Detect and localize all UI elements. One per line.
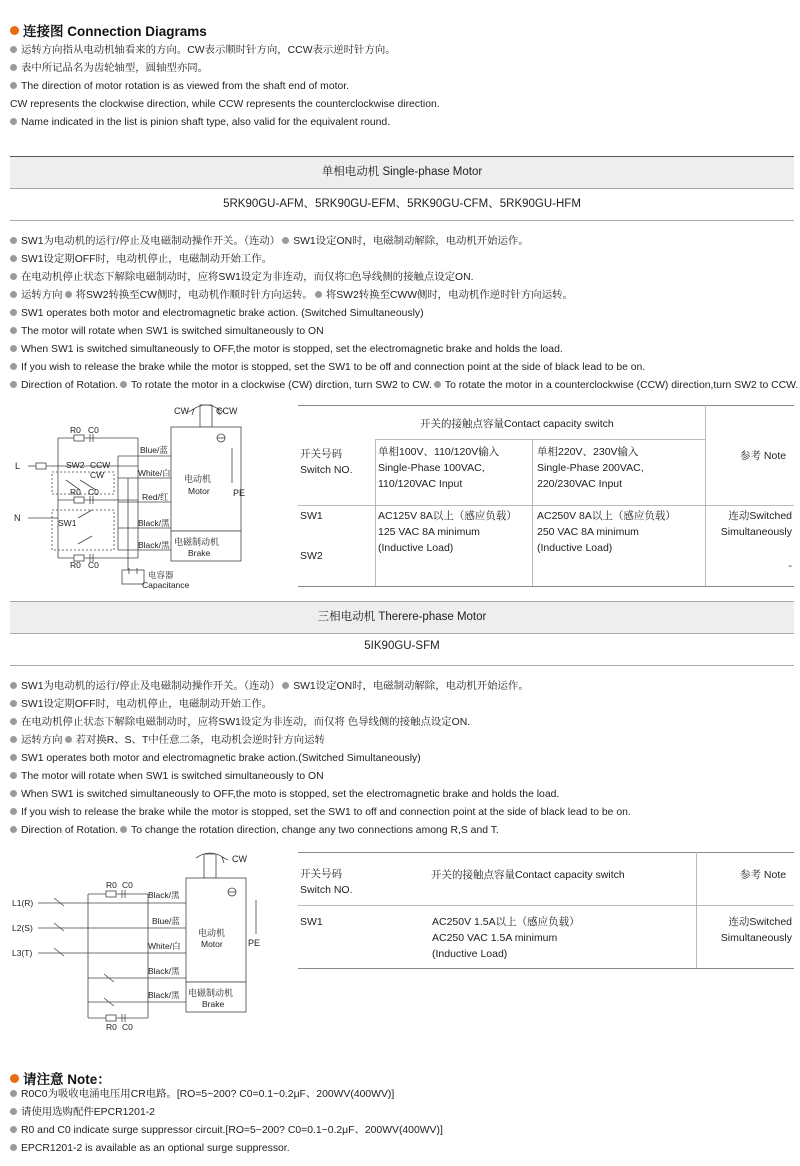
note-line: SW1为电动机的运行/停止及电磁制动操作开关。（连动） SW1设定ON时，电磁制动解除，电动机开始运作。: [10, 678, 794, 696]
note-line: The motor will rotate when SW1 is switched simultaneously to ON: [10, 768, 794, 786]
red-lead-label: Red/红: [142, 492, 169, 502]
note-title: 请注意 Note：: [10, 1068, 111, 1088]
switch-no-header: 开关号码 Switch NO.: [300, 448, 353, 476]
bullet-icon: [10, 700, 17, 707]
c0-label: C0: [88, 560, 99, 570]
n-terminal-label: N: [14, 513, 21, 523]
bullet-icon: [10, 64, 17, 71]
capacity-subheader-100v: 单相100V、110/120V输入 Single-Phase 100VAC, 110/120VAC Input: [378, 446, 500, 490]
intro-line: CW represents the clockwise direction, while CCW represents the counterclockwise direction.: [10, 99, 440, 110]
bullet-icon: [10, 327, 17, 334]
bullet-icon: [65, 736, 72, 743]
note-line: 在电动机停止状态下解除电磁制动时，应将SW1设定为非连动，而仅将□色导线侧的接触点设定ON.: [10, 269, 794, 287]
note-line: SW1 operates both motor and electromagnetic brake action.(Switched Simultaneously): [10, 750, 794, 768]
bullet-icon: [282, 682, 289, 689]
footer-line: R0 and C0 indicate surge suppressor circuit.[RO=5~200? C0=0.1~0.2μF、200WV(400WV)]: [10, 1122, 794, 1140]
note-line: Direction of Rotation. To rotate the motor in a clockwise (CW) dirction, turn SW2 to CW. To rotate the motor in a counterclockwise (CCW) direction,turn SW2 to CCW.: [10, 377, 794, 395]
intro-line: Name indicated in the list is pinion shaft type, also valid for the equivalent round.: [10, 114, 794, 132]
note-line: 运转方向 将SW2转换至CW侧时，电动机作顺时针方向运转。 将SW2转换至CWW侧时，电动机作逆时针方向运转。: [10, 287, 794, 305]
bullet-icon: [315, 291, 322, 298]
bullet-icon: [10, 772, 17, 779]
orange-bullet-icon: [10, 26, 19, 35]
bullet-icon: [10, 46, 17, 53]
note-line: When SW1 is switched simultaneously to OFF,the motor is stopped, set the electromagnetic brake and holds the load.: [10, 341, 794, 359]
motor-label-en: Motor: [188, 486, 210, 496]
note-header: 参考 Note: [740, 450, 787, 462]
bullet-icon: [120, 381, 127, 388]
capacity-header: 开关的接触点容量Contact capacity switch: [431, 869, 625, 881]
bullet-icon: [10, 736, 17, 743]
table-border: [298, 968, 794, 969]
divider: [10, 633, 794, 634]
black-lead-label: Black/黑: [138, 540, 170, 550]
note-line: SW1设定期OFF时，电动机停止，电磁制动开始工作。: [10, 696, 794, 714]
bullet-icon: [10, 118, 17, 125]
capacity-subheader-200v: 单相220V、230V输入 Single-Phase 200VAC, 220/230VAC Input: [537, 446, 644, 490]
footer-line: EPCR1201-2 is available as an optional surge suppressor.: [10, 1140, 794, 1158]
bullet-icon: [434, 381, 441, 388]
brake-label-en: Brake: [202, 999, 225, 1009]
bullet-icon: [10, 1126, 17, 1133]
note-line: If you wish to release the brake while the motor is stopped, set the SW1 to off and connection point at the side of black lead to be on.: [10, 804, 794, 822]
three-phase-models: 5IK90GU-SFM: [364, 640, 440, 652]
bullet-icon: [10, 1108, 17, 1115]
cw-switch-label: CW: [90, 470, 105, 480]
intro-line: 表中所记品名为齿轮轴型，圆轴型亦同。: [10, 60, 794, 78]
orange-bullet-icon: [10, 1074, 19, 1083]
single-phase-models: 5RK90GU-AFM、5RK90GU-EFM、5RK90GU-CFM、5RK90GU-HFM: [223, 198, 581, 210]
c0-label: C0: [122, 880, 133, 890]
note-line: The motor will rotate when SW1 is switched simultaneously to ON: [10, 323, 794, 341]
black-lead-label: Black/黑: [148, 890, 180, 900]
bullet-icon: [10, 718, 17, 725]
black-lead-label: Black/黑: [148, 966, 180, 976]
cw-label: CW: [232, 854, 247, 864]
white-lead-label: White/白: [138, 468, 171, 478]
single-phase-title: 单相电动机 Single-phase Motor: [10, 157, 794, 188]
bullet-icon: [10, 345, 17, 352]
black-lead-label: Black/黑: [138, 518, 170, 528]
table-border: [532, 439, 533, 586]
brake-label-en: Brake: [188, 548, 211, 558]
pe-label: PE: [233, 488, 246, 498]
cw-label: CW: [174, 406, 189, 416]
note-header: 参考 Note: [740, 869, 787, 881]
c0-label: C0: [122, 1022, 133, 1032]
blue-lead-label: Blue/蓝: [152, 916, 180, 926]
note-value-sw1: 连动Switched Simultaneously: [720, 916, 792, 944]
l-terminal-label: L: [15, 461, 21, 471]
brake-label-cn: 电磁制动机: [174, 537, 220, 547]
white-lead-label: White/白: [148, 941, 181, 951]
table-border: [298, 405, 794, 406]
bullet-icon: [10, 790, 17, 797]
r0-label: R0: [106, 1022, 117, 1032]
bullet-icon: [10, 255, 17, 262]
switch-no-header: 开关号码 Switch NO.: [300, 868, 353, 896]
single-phase-wiring-diagram: [8, 398, 298, 596]
brake-label-cn: 电磁制动机: [188, 988, 234, 998]
intro-line: The direction of motor rotation is as viewed from the shaft end of motor.: [10, 78, 794, 96]
motor-label-en: Motor: [201, 939, 223, 949]
note-line: SW1 operates both motor and electromagnetic brake action. (Switched Simultaneously): [10, 305, 794, 323]
bullet-icon: [10, 291, 17, 298]
table-border: [375, 439, 376, 586]
note-line: When SW1 is switched simultaneously to OFF,the moto is stopped, set the electromagnetic brake and holds the load.: [10, 786, 794, 804]
bullet-icon: [10, 1144, 17, 1151]
l2-terminal-label: L2(S): [12, 923, 33, 933]
bullet-icon: [10, 826, 17, 833]
bullet-icon: [120, 826, 127, 833]
bullet-icon: [282, 237, 289, 244]
note-line: SW1为电动机的运行/停止及电磁制动操作开关。（连动） SW1设定ON时，电磁制动解除，电动机开始运作。: [10, 233, 794, 251]
r0-label: R0: [106, 880, 117, 890]
ccw-switch-label: CCW: [90, 460, 111, 470]
sw2-label: SW2: [66, 460, 85, 470]
section-title: 连接图 Connection Diagrams: [10, 20, 207, 40]
divider: [10, 188, 794, 189]
bullet-icon: [10, 808, 17, 815]
three-phase-wiring-diagram: [8, 846, 298, 1036]
r0-label: R0: [70, 425, 81, 435]
capacity-value-100v: AC125V 8A以上（感应负载） 125 VAC 8A minimum (Inductive Load): [378, 510, 517, 554]
table-border: [696, 852, 697, 968]
note-line: 在电动机停止状态下解除电磁制动时，应将SW1设定为非连动，而仅将 色导线侧的接触点设定ON.: [10, 714, 794, 732]
bullet-icon: [10, 237, 17, 244]
r0-label: R0: [70, 560, 81, 570]
note-line: 运转方向 若对换R、S、T中任意二条，电动机会逆时针方向运转: [10, 732, 794, 750]
switch-sw1: SW1: [300, 916, 323, 928]
l3-terminal-label: L3(T): [12, 948, 33, 958]
ccw-label: CCW: [216, 406, 238, 416]
switch-sw2: SW2: [300, 550, 323, 562]
divider: [10, 220, 794, 221]
c0-label: C0: [88, 425, 99, 435]
bullet-icon: [10, 82, 17, 89]
bullet-icon: [10, 381, 17, 388]
table-border: [298, 586, 794, 587]
three-phase-title: 三相电动机 Therere-phase Motor: [10, 602, 794, 633]
table-border: [705, 405, 706, 586]
bullet-icon: [10, 682, 17, 689]
table-border: [298, 505, 794, 506]
footer-line: R0C0为吸收电涌电压用CR电路。[RO=5~200? C0=0.1~0.2μF、200WV(400WV)]: [10, 1086, 794, 1104]
bullet-icon: [65, 291, 72, 298]
pe-label: PE: [248, 938, 261, 948]
r0-label: R0: [70, 487, 81, 497]
capacitor-label-cn: 电容器: [148, 570, 174, 580]
black-lead-label: Black/黑: [148, 990, 180, 1000]
motor-label-cn: 电动机: [184, 474, 212, 484]
bullet-icon: [10, 754, 17, 761]
capacity-value: AC250V 1.5A以上（感应负载） AC250 VAC 1.5A minimum (Inductive Load): [432, 916, 580, 960]
capacity-value-200v: AC250V 8A以上（感应负载） 250 VAC 8A minimum (Inductive Load): [537, 510, 676, 554]
motor-label-cn: 电动机: [198, 928, 226, 938]
footer-line: 请使用选购配件EPCR1201-2: [10, 1104, 794, 1122]
bullet-icon: [10, 363, 17, 370]
bullet-icon: [10, 1090, 17, 1097]
table-border: [375, 439, 705, 440]
note-line: If you wish to release the brake while the motor is stopped, set the SW1 to be off and connection point at the side of black lead to be on.: [10, 359, 794, 377]
note-line: Direction of Rotation. To change the rotation direction, change any two connections among R,S and T.: [10, 822, 794, 840]
blue-lead-label: Blue/蓝: [140, 445, 168, 455]
capacitor-label-en: Capacitance: [142, 580, 190, 590]
note-line: SW1设定期OFF时，电动机停止，电磁制动开始工作。: [10, 251, 794, 269]
table-border: [298, 852, 794, 853]
sw1-label: SW1: [58, 518, 77, 528]
bullet-icon: [10, 273, 17, 280]
c0-label: C0: [88, 487, 99, 497]
bullet-icon: [10, 309, 17, 316]
note-value-sw1: 连动Switched Simultaneously: [720, 510, 792, 538]
switch-sw1: SW1: [300, 510, 323, 522]
table-border: [298, 905, 794, 906]
note-value-sw2: -: [788, 560, 792, 572]
capacity-header: 开关的接触点容量Contact capacity switch: [420, 418, 614, 430]
l1-terminal-label: L1(R): [12, 898, 34, 908]
intro-line: 运转方向指从电动机轴看来的方向。CW表示顺时针方向，CCW表示逆时针方向。: [10, 42, 794, 60]
divider: [10, 665, 794, 666]
